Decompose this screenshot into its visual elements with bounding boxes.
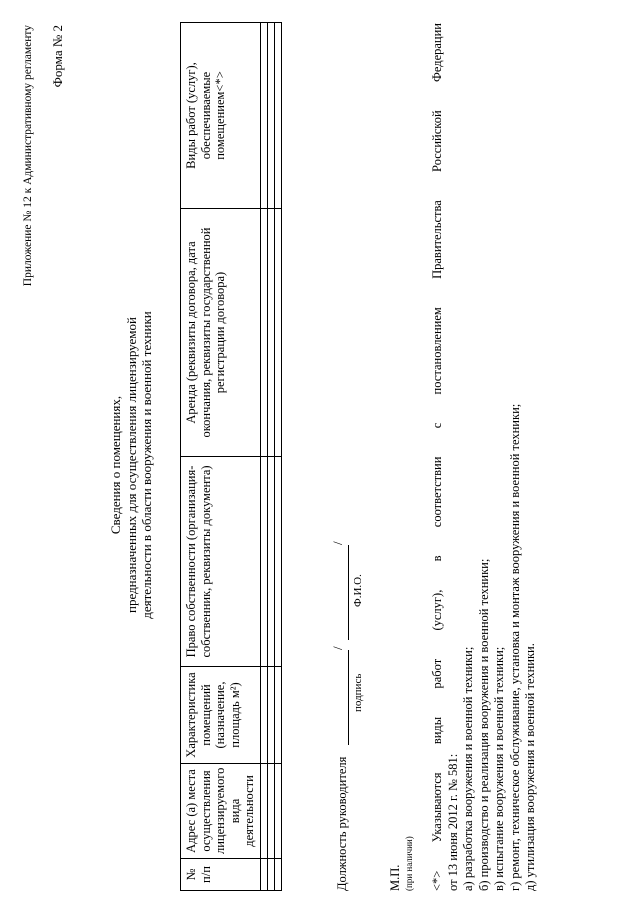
signature-hint: подпись xyxy=(352,673,364,712)
table-cell[interactable] xyxy=(260,859,267,891)
table-cell[interactable] xyxy=(260,667,267,764)
seal-note: (при наличии) xyxy=(404,836,414,891)
title-line-3: деятельности в области вооружения и военной техники xyxy=(139,311,154,619)
table-cell[interactable] xyxy=(260,457,267,667)
table-cell[interactable] xyxy=(267,764,274,859)
position-label: Должность руководителя xyxy=(335,756,349,891)
table-cell[interactable] xyxy=(267,209,274,457)
table-cell[interactable] xyxy=(274,859,281,891)
table-row xyxy=(267,23,274,891)
table-row xyxy=(274,23,281,891)
table-cell[interactable] xyxy=(267,667,274,764)
column-header-address: Адрес (а) места осуществления лицензируемого вида деятельности xyxy=(181,764,261,859)
table-cell[interactable] xyxy=(267,859,274,891)
table-cell[interactable] xyxy=(274,764,281,859)
title-line-1: Сведения о помещениях, xyxy=(108,395,123,535)
table-cell[interactable] xyxy=(267,23,274,209)
premises-table xyxy=(180,22,282,891)
name-hint: Ф.И.О. xyxy=(352,574,364,607)
column-header-ownership: Право собственности (организация-собственник, реквизиты документа) xyxy=(181,457,261,667)
signature-separator: / xyxy=(330,646,345,650)
name-line[interactable] xyxy=(348,545,349,640)
signature-line[interactable] xyxy=(348,650,349,745)
table-row xyxy=(260,23,267,891)
list-item: а) разработка вооружения и военной техники; xyxy=(461,646,475,891)
list-item: д) утилизация вооружения и военной техники. xyxy=(523,643,537,891)
list-item: г) ремонт, техническое обслуживание, установка и монтаж вооружения и военной техники; xyxy=(507,403,522,891)
document-title xyxy=(108,85,155,845)
column-header-lease: Аренда (реквизиты договора, дата окончания, реквизиты государственной регистрации договора) xyxy=(181,209,261,457)
title-line-2: предназначенных для осуществления лицензируемой xyxy=(123,317,139,613)
column-header-work-types: Виды работ (услуг), обеспечиваемые помещением<*> xyxy=(181,23,261,209)
column-header-number: № п/п xyxy=(181,859,261,891)
table-cell[interactable] xyxy=(260,764,267,859)
appendix-reference: Приложение № 12 к Административному регламенту xyxy=(22,25,34,287)
column-header-characteristics: Характеристика помещений (назначение, площадь м²) xyxy=(181,667,261,764)
table-cell[interactable] xyxy=(267,457,274,667)
table-cell[interactable] xyxy=(274,457,281,667)
footnote xyxy=(430,23,539,891)
table-header-row xyxy=(181,23,261,891)
table-cell[interactable] xyxy=(274,667,281,764)
list-item: б) производство и реализация вооружения и военной техники; xyxy=(476,558,491,891)
footnote-intro: <*> Указываются виды работ (услуг), в соответствии с постановлением Правительства Российской Федерации xyxy=(430,23,444,891)
table-cell[interactable] xyxy=(274,23,281,209)
table-cell[interactable] xyxy=(260,23,267,209)
name-separator: / xyxy=(330,541,345,545)
table-cell[interactable] xyxy=(274,209,281,457)
footnote-intro-continuation: от 13 июня 2012 г. № 581: xyxy=(445,753,460,891)
list-item: в) испытание вооружения и военной техники; xyxy=(492,646,506,891)
form-number: Форма № 2 xyxy=(50,25,65,88)
table-cell[interactable] xyxy=(260,209,267,457)
seal-label: М.П. xyxy=(388,864,402,891)
